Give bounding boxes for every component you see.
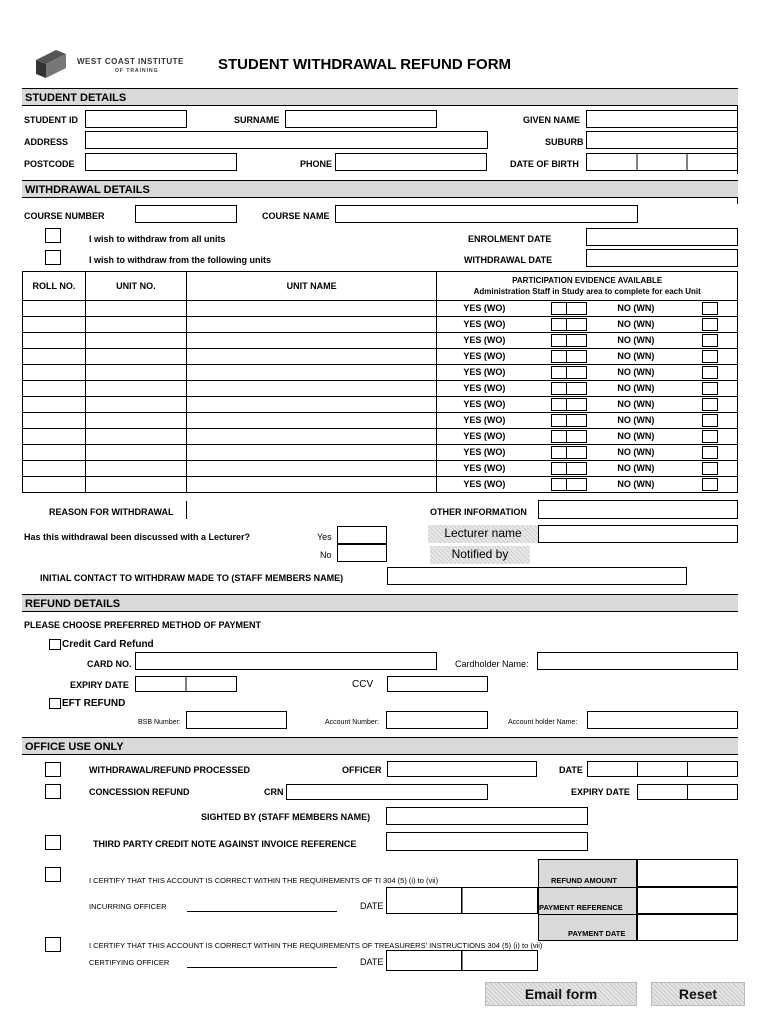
- bsb-label: BSB Number:: [138, 719, 181, 726]
- roll-no-cell[interactable]: [23, 333, 86, 349]
- third-party-input[interactable]: [386, 832, 588, 851]
- unit-name-cell[interactable]: [186, 349, 437, 365]
- crn-input[interactable]: [286, 784, 488, 800]
- no-wn-label: NO (WN): [617, 463, 655, 473]
- unit-no-cell[interactable]: [85, 333, 186, 349]
- sighted-by-label: SIGHTED BY (STAFF MEMBERS NAME): [201, 812, 371, 822]
- reset-button[interactable]: Reset: [651, 982, 745, 1006]
- course-number-input[interactable]: [135, 205, 237, 223]
- withdraw-following-label: I wish to withdraw from the following units: [89, 255, 271, 265]
- no-wn-checkbox[interactable]: [702, 334, 718, 347]
- yes-wo-label: YES (WO): [463, 431, 506, 441]
- roll-no-cell[interactable]: [23, 349, 86, 365]
- card-no-label: CARD NO.: [87, 659, 132, 669]
- bsb-input[interactable]: [186, 711, 287, 729]
- officer-input[interactable]: [387, 761, 537, 777]
- no-wn-label: NO (WN): [617, 431, 655, 441]
- no-wn-checkbox[interactable]: [702, 462, 718, 475]
- yes-wo-label: YES (WO): [463, 351, 506, 361]
- withdraw-all-label: I wish to withdraw from all units: [89, 234, 226, 244]
- refund-amount-input[interactable]: [637, 859, 738, 887]
- credit-card-checkbox[interactable]: [49, 639, 61, 650]
- discussed-question: Has this withdrawal been discussed with a Lecturer?: [24, 532, 251, 542]
- no-wn-label: NO (WN): [617, 447, 655, 457]
- certify2-checkbox[interactable]: [45, 937, 61, 952]
- unit-no-cell[interactable]: [85, 413, 186, 429]
- student-id-label: STUDENT ID: [24, 115, 78, 125]
- roll-no-header: ROLL NO.: [23, 272, 86, 301]
- unit-name-header: UNIT NAME: [186, 272, 437, 301]
- discussed-yes-label: Yes: [317, 532, 332, 542]
- no-wn-checkbox[interactable]: [702, 414, 718, 427]
- evidence-cell: [437, 365, 738, 381]
- concession-checkbox[interactable]: [45, 784, 61, 799]
- reason-label: REASON FOR WITHDRAWAL: [49, 507, 174, 517]
- unit-row: [23, 413, 738, 429]
- unit-name-cell[interactable]: [186, 477, 437, 493]
- unit-no-cell[interactable]: [85, 477, 186, 493]
- payment-reference-input[interactable]: [637, 887, 738, 914]
- institute-logo-icon: [30, 48, 72, 82]
- ccv-input[interactable]: [387, 676, 488, 692]
- unit-name-cell[interactable]: [186, 333, 437, 349]
- unit-row: [23, 429, 738, 445]
- processed-date-label: DATE: [559, 765, 583, 775]
- third-party-checkbox[interactable]: [45, 835, 61, 850]
- certifying-officer-line[interactable]: [187, 967, 337, 968]
- account-holder-input[interactable]: [587, 711, 738, 729]
- unit-name-cell[interactable]: [186, 461, 437, 477]
- enrolment-date-label: ENROLMENT DATE: [468, 234, 552, 244]
- logo-subname: OF TRAINING: [115, 68, 159, 74]
- unit-row: [23, 333, 738, 349]
- given-name-input[interactable]: [586, 110, 738, 128]
- yes-wo-label: YES (WO): [463, 479, 506, 489]
- no-wn-label: NO (WN): [617, 479, 655, 489]
- unit-no-header: UNIT NO.: [85, 272, 186, 301]
- certifying-officer-label: CERTIFYING OFFICER: [89, 958, 170, 967]
- unit-name-cell[interactable]: [186, 397, 437, 413]
- other-info-input[interactable]: [538, 500, 738, 519]
- logo-name: WEST COAST INSTITUTE: [77, 57, 184, 66]
- unit-no-cell[interactable]: [85, 381, 186, 397]
- withdrawal-details-header: WITHDRAWAL DETAILS: [22, 180, 738, 198]
- yes-wo-label: YES (WO): [463, 447, 506, 457]
- unit-name-cell[interactable]: [186, 413, 437, 429]
- certify2-text: I CERTIFY THAT THIS ACCOUNT IS CORRECT WITHIN THE REQUIREMENTS OF TREASURERS' INSTRUCTIONS 304 (5) (i) to (vii): [89, 941, 543, 950]
- postcode-input[interactable]: [85, 153, 237, 171]
- course-name-label: COURSE NAME: [262, 211, 330, 221]
- yes-wo-label: YES (WO): [463, 399, 506, 409]
- incurring-officer-label: INCURRING OFFICER: [89, 902, 167, 911]
- incurring-date-label: DATE: [360, 901, 384, 911]
- suburb-label: SUBURB: [545, 137, 584, 147]
- address-label: ADDRESS: [24, 137, 69, 147]
- yes-wo-checkbox[interactable]: [551, 430, 567, 443]
- no-wn-label: NO (WN): [617, 399, 655, 409]
- discussed-yes-input[interactable]: [337, 526, 387, 544]
- roll-no-cell[interactable]: [23, 413, 86, 429]
- phone-label: PHONE: [300, 159, 333, 169]
- unit-no-cell[interactable]: [85, 349, 186, 365]
- account-number-input[interactable]: [386, 711, 488, 729]
- course-name-input[interactable]: [335, 205, 638, 223]
- unit-row: [23, 317, 738, 333]
- no-wn-checkbox[interactable]: [702, 446, 718, 459]
- incurring-officer-line[interactable]: [187, 911, 337, 912]
- unit-name-cell[interactable]: [186, 445, 437, 461]
- yes-wo-checkbox[interactable]: [551, 462, 567, 475]
- roll-no-cell[interactable]: [23, 397, 86, 413]
- roll-no-cell[interactable]: [23, 301, 86, 317]
- unit-row: [23, 445, 738, 461]
- page-title: STUDENT WITHDRAWAL REFUND FORM: [218, 56, 512, 73]
- withdrawal-date-input[interactable]: [586, 249, 738, 267]
- no-wn-checkbox[interactable]: [702, 302, 718, 315]
- no-wn-label: NO (WN): [617, 335, 655, 345]
- incurring-date-input[interactable]: [386, 887, 538, 914]
- unit-no-cell[interactable]: [85, 301, 186, 317]
- yes-wo-checkbox[interactable]: [551, 350, 567, 363]
- evidence-cell: [437, 445, 738, 461]
- concession-expiry-input[interactable]: [637, 784, 738, 800]
- no-wn-checkbox[interactable]: [702, 318, 718, 331]
- unit-name-cell[interactable]: [186, 317, 437, 333]
- refund-amount-label: REFUND AMOUNT: [551, 876, 617, 885]
- card-no-input[interactable]: [135, 652, 437, 670]
- evidence-header-sub: Administration Staff in Study area to complete for each Unit: [473, 287, 701, 296]
- no-wn-label: NO (WN): [617, 383, 655, 393]
- postcode-label: POSTCODE: [24, 159, 75, 169]
- evidence-cell: [437, 397, 738, 413]
- unit-no-cell[interactable]: [85, 445, 186, 461]
- processed-date-input[interactable]: [587, 761, 738, 777]
- roll-no-cell[interactable]: [23, 445, 86, 461]
- unit-row: [23, 349, 738, 365]
- unit-name-cell[interactable]: [186, 381, 437, 397]
- concession-label: CONCESSION REFUND: [89, 787, 190, 797]
- initial-contact-input[interactable]: [387, 567, 687, 585]
- no-wn-label: NO (WN): [617, 303, 655, 313]
- unit-no-cell[interactable]: [85, 461, 186, 477]
- notified-by-field[interactable]: Notified by: [430, 546, 530, 564]
- discussed-no-label: No: [320, 550, 332, 560]
- surname-input[interactable]: [285, 110, 437, 128]
- roll-no-cell[interactable]: [23, 317, 86, 333]
- third-party-label: THIRD PARTY CREDIT NOTE AGAINST INVOICE REFERENCE: [93, 839, 357, 849]
- crn-label: CRN: [264, 787, 284, 797]
- officer-label: OFFICER: [342, 765, 382, 775]
- yes-wo-checkbox[interactable]: [551, 398, 567, 411]
- no-wn-label: NO (WN): [617, 319, 655, 329]
- processed-checkbox[interactable]: [45, 762, 61, 777]
- unit-no-cell[interactable]: [85, 317, 186, 333]
- no-wn-label: NO (WN): [617, 351, 655, 361]
- no-wn-label: NO (WN): [617, 415, 655, 425]
- unit-no-cell[interactable]: [85, 397, 186, 413]
- dob-input[interactable]: [586, 153, 738, 171]
- yes-wo-checkbox[interactable]: [551, 446, 567, 459]
- yes-wo-label: YES (WO): [463, 319, 506, 329]
- suburb-input[interactable]: [586, 131, 738, 149]
- payment-reference-label: PAYMENT REFERENCE: [539, 903, 623, 912]
- student-id-input[interactable]: [85, 110, 187, 128]
- certifying-date-input[interactable]: [386, 950, 538, 971]
- phone-input[interactable]: [335, 153, 487, 171]
- dob-label: DATE OF BIRTH: [510, 159, 579, 169]
- roll-no-cell[interactable]: [23, 381, 86, 397]
- evidence-cell: [437, 413, 738, 429]
- concession-expiry-label: EXPIRY DATE: [571, 787, 630, 797]
- evidence-cell: [437, 349, 738, 365]
- unit-row: [23, 301, 738, 317]
- cardholder-input[interactable]: [537, 652, 738, 670]
- processed-label: WITHDRAWAL/REFUND PROCESSED: [89, 765, 251, 775]
- unit-name-cell[interactable]: [186, 301, 437, 317]
- no-wn-checkbox[interactable]: [702, 430, 718, 443]
- evidence-cell: [437, 333, 738, 349]
- account-number-label: Account Number:: [325, 719, 380, 726]
- unit-no-cell[interactable]: [85, 429, 186, 445]
- lecturer-name-input[interactable]: [538, 525, 738, 543]
- no-wn-checkbox[interactable]: [702, 366, 718, 379]
- address-input[interactable]: [85, 131, 488, 149]
- enrolment-date-input[interactable]: [586, 228, 738, 246]
- yes-wo-checkbox[interactable]: [551, 366, 567, 379]
- withdraw-following-checkbox[interactable]: [45, 250, 61, 265]
- no-wn-label: NO (WN): [617, 367, 655, 377]
- course-number-label: COURSE NUMBER: [24, 211, 105, 221]
- evidence-cell: [437, 477, 738, 493]
- roll-no-cell[interactable]: [23, 477, 86, 493]
- yes-wo-checkbox[interactable]: [551, 414, 567, 427]
- roll-no-cell[interactable]: [23, 429, 86, 445]
- evidence-cell: [437, 461, 738, 477]
- certify1-text: I CERTIFY THAT THIS ACCOUNT IS CORRECT WITHIN THE REQUIREMENTS OF TI 304 (5) (i) to (vii): [89, 876, 439, 885]
- unit-row: [23, 461, 738, 477]
- evidence-cell: [437, 429, 738, 445]
- roll-no-cell[interactable]: [23, 365, 86, 381]
- roll-no-cell[interactable]: [23, 461, 86, 477]
- no-wn-checkbox[interactable]: [702, 350, 718, 363]
- yes-wo-checkbox[interactable]: [551, 318, 567, 331]
- unit-row: [23, 365, 738, 381]
- evidence-cell: [437, 317, 738, 333]
- yes-wo-checkbox[interactable]: [551, 302, 567, 315]
- sighted-by-input[interactable]: [386, 807, 588, 825]
- choose-payment-label: PLEASE CHOOSE PREFERRED METHOD OF PAYMENT: [24, 620, 262, 630]
- unit-row: [23, 477, 738, 493]
- surname-label: SURNAME: [234, 115, 280, 125]
- no-wn-checkbox[interactable]: [702, 398, 718, 411]
- email-form-button[interactable]: Email form: [485, 982, 637, 1006]
- evidence-header: [437, 272, 738, 301]
- evidence-cell: [437, 301, 738, 317]
- account-holder-label: Account holder Name:: [508, 719, 578, 726]
- yes-wo-label: YES (WO): [463, 415, 506, 425]
- no-wn-checkbox[interactable]: [702, 478, 718, 491]
- lecturer-name-field[interactable]: Lecturer name: [428, 525, 538, 543]
- yes-wo-checkbox[interactable]: [551, 334, 567, 347]
- expiry-label: EXPIRY DATE: [70, 680, 129, 690]
- yes-wo-label: YES (WO): [463, 383, 506, 393]
- unit-name-cell[interactable]: [186, 429, 437, 445]
- yes-wo-checkbox[interactable]: [551, 382, 567, 395]
- payment-date-label: PAYMENT DATE: [568, 929, 626, 938]
- payment-date-input[interactable]: [637, 914, 738, 941]
- student-details-header: STUDENT DETAILS: [22, 88, 738, 106]
- credit-card-label: Credit Card Refund: [62, 639, 154, 650]
- cardholder-label: Cardholder Name:: [455, 659, 529, 669]
- units-table: [22, 271, 738, 493]
- discussed-no-input[interactable]: [337, 544, 387, 562]
- eft-checkbox[interactable]: [49, 698, 61, 709]
- yes-wo-label: YES (WO): [463, 367, 506, 377]
- certifying-date-label: DATE: [360, 957, 384, 967]
- initial-contact-label: INITIAL CONTACT TO WITHDRAW MADE TO (STAFF MEMBERS NAME): [40, 573, 344, 583]
- refund-details-header: REFUND DETAILS: [22, 594, 738, 612]
- office-use-header: OFFICE USE ONLY: [22, 737, 738, 755]
- given-name-label: GIVEN NAME: [523, 115, 581, 125]
- certify1-checkbox[interactable]: [45, 867, 61, 882]
- no-wn-checkbox[interactable]: [702, 382, 718, 395]
- eft-label: EFT REFUND: [62, 698, 126, 709]
- yes-wo-label: YES (WO): [463, 303, 506, 313]
- ccv-label: CCV: [352, 679, 374, 690]
- unit-row: [23, 381, 738, 397]
- evidence-header-title: PARTICIPATION EVIDENCE AVAILABLE: [512, 276, 663, 285]
- withdraw-all-checkbox[interactable]: [45, 228, 61, 243]
- unit-no-cell[interactable]: [85, 365, 186, 381]
- yes-wo-checkbox[interactable]: [551, 478, 567, 491]
- unit-name-cell[interactable]: [186, 365, 437, 381]
- evidence-cell: [437, 381, 738, 397]
- unit-row: [23, 397, 738, 413]
- yes-wo-label: YES (WO): [463, 335, 506, 345]
- other-info-label: OTHER INFORMATION: [430, 507, 527, 517]
- expiry-input[interactable]: [135, 676, 237, 692]
- yes-wo-label: YES (WO): [463, 463, 506, 473]
- withdrawal-date-label: WITHDRAWAL DATE: [464, 255, 553, 265]
